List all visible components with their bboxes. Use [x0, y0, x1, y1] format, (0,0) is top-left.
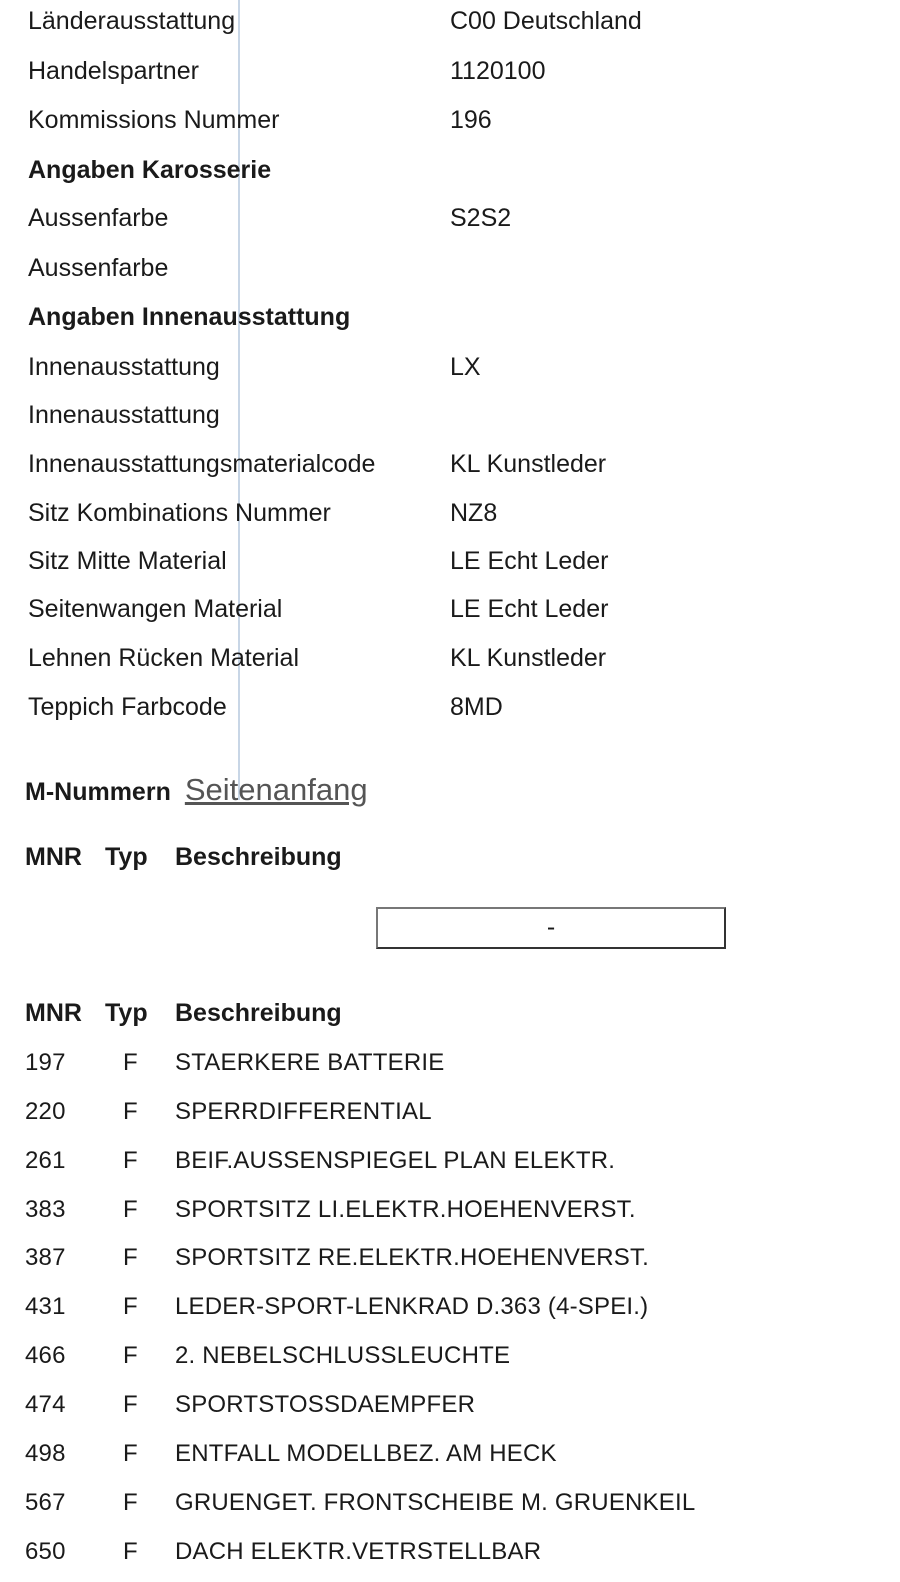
cell-typ: F [123, 1147, 138, 1174]
cell-mnr: 650 [25, 1538, 66, 1565]
detail-value: KL Kunstleder [450, 644, 607, 672]
detail-label: Innenausstattung [28, 401, 220, 429]
cell-desc: LEDER-SPORT-LENKRAD D.363 (4-SPEI.) [175, 1293, 649, 1320]
m-nummer-select[interactable]: - [376, 907, 726, 949]
cell-typ: F [123, 1049, 138, 1076]
header-typ: Typ [105, 843, 148, 871]
detail-label: Innenausstattungsmaterialcode [28, 450, 376, 478]
cell-mnr: 431 [25, 1293, 66, 1320]
cell-mnr: 197 [25, 1049, 66, 1076]
cell-typ: F [123, 1391, 138, 1418]
detail-label: Sitz Kombinations Nummer [28, 499, 331, 527]
detail-value: 1120100 [450, 57, 546, 85]
cell-mnr: 498 [25, 1440, 66, 1467]
cell-typ: F [123, 1489, 138, 1516]
m-nummern-header [25, 773, 368, 809]
cell-desc: SPORTSTOSSDAEMPFER [175, 1391, 476, 1418]
seitenanfang-link[interactable]: Seitenanfang [184, 772, 368, 807]
header-beschreibung: Beschreibung [175, 843, 342, 871]
header-beschreibung: Beschreibung [175, 999, 342, 1027]
header-typ: Typ [105, 999, 148, 1027]
detail-value: C00 Deutschland [450, 7, 642, 35]
section-heading-innenausstattung: Angaben Innenausstattung [28, 303, 351, 331]
detail-label: Teppich Farbcode [28, 693, 227, 721]
cell-mnr: 567 [25, 1489, 66, 1516]
detail-label: Lehnen Rücken Material [28, 644, 299, 672]
cell-typ: F [123, 1293, 138, 1320]
detail-label: Seitenwangen Material [28, 595, 283, 623]
detail-value: NZ8 [450, 499, 498, 527]
cell-mnr: 261 [25, 1147, 66, 1174]
cell-desc: 2. NEBELSCHLUSSLEUCHTE [175, 1342, 511, 1369]
header-mnr: MNR [25, 999, 82, 1027]
detail-label: Innenausstattung [28, 353, 220, 381]
cell-mnr: 474 [25, 1391, 66, 1418]
cell-desc: SPERRDIFFERENTIAL [175, 1098, 432, 1125]
cell-desc: SPORTSITZ RE.ELEKTR.HOEHENVERST. [175, 1244, 650, 1271]
detail-label: Sitz Mitte Material [28, 547, 227, 575]
detail-label: Aussenfarbe [28, 204, 169, 232]
cell-mnr: 383 [25, 1196, 66, 1223]
detail-value: S2S2 [450, 204, 512, 232]
cell-mnr: 466 [25, 1342, 66, 1369]
cell-typ: F [123, 1538, 138, 1565]
cell-desc: SPORTSITZ LI.ELEKTR.HOEHENVERST. [175, 1196, 636, 1223]
m-nummern-title: M-Nummern [25, 778, 171, 806]
section-heading-karosserie: Angaben Karosserie [28, 156, 272, 184]
cell-desc: GRUENGET. FRONTSCHEIBE M. GRUENKEIL [175, 1489, 696, 1516]
detail-label: Aussenfarbe [28, 254, 169, 282]
detail-label: Länderausstattung [28, 7, 236, 35]
cell-typ: F [123, 1342, 138, 1369]
detail-value: 196 [450, 106, 492, 134]
cell-desc: DACH ELEKTR.VETRSTELLBAR [175, 1538, 542, 1565]
cell-typ: F [123, 1244, 138, 1271]
detail-value: LE Echt Leder [450, 547, 609, 575]
cell-desc: BEIF.AUSSENSPIEGEL PLAN ELEKTR. [175, 1147, 616, 1174]
cell-desc: STAERKERE BATTERIE [175, 1049, 445, 1076]
header-mnr: MNR [25, 843, 82, 871]
detail-value: LX [450, 353, 481, 381]
cell-typ: F [123, 1196, 138, 1223]
cell-mnr: 220 [25, 1098, 66, 1125]
detail-value: 8MD [450, 693, 503, 721]
cell-typ: F [123, 1098, 138, 1125]
detail-value: KL Kunstleder [450, 450, 607, 478]
cell-typ: F [123, 1440, 138, 1467]
detail-value: LE Echt Leder [450, 595, 609, 623]
cell-desc: ENTFALL MODELLBEZ. AM HECK [175, 1440, 557, 1467]
cell-mnr: 387 [25, 1244, 66, 1271]
detail-label: Handelspartner [28, 57, 199, 85]
detail-label: Kommissions Nummer [28, 106, 280, 134]
